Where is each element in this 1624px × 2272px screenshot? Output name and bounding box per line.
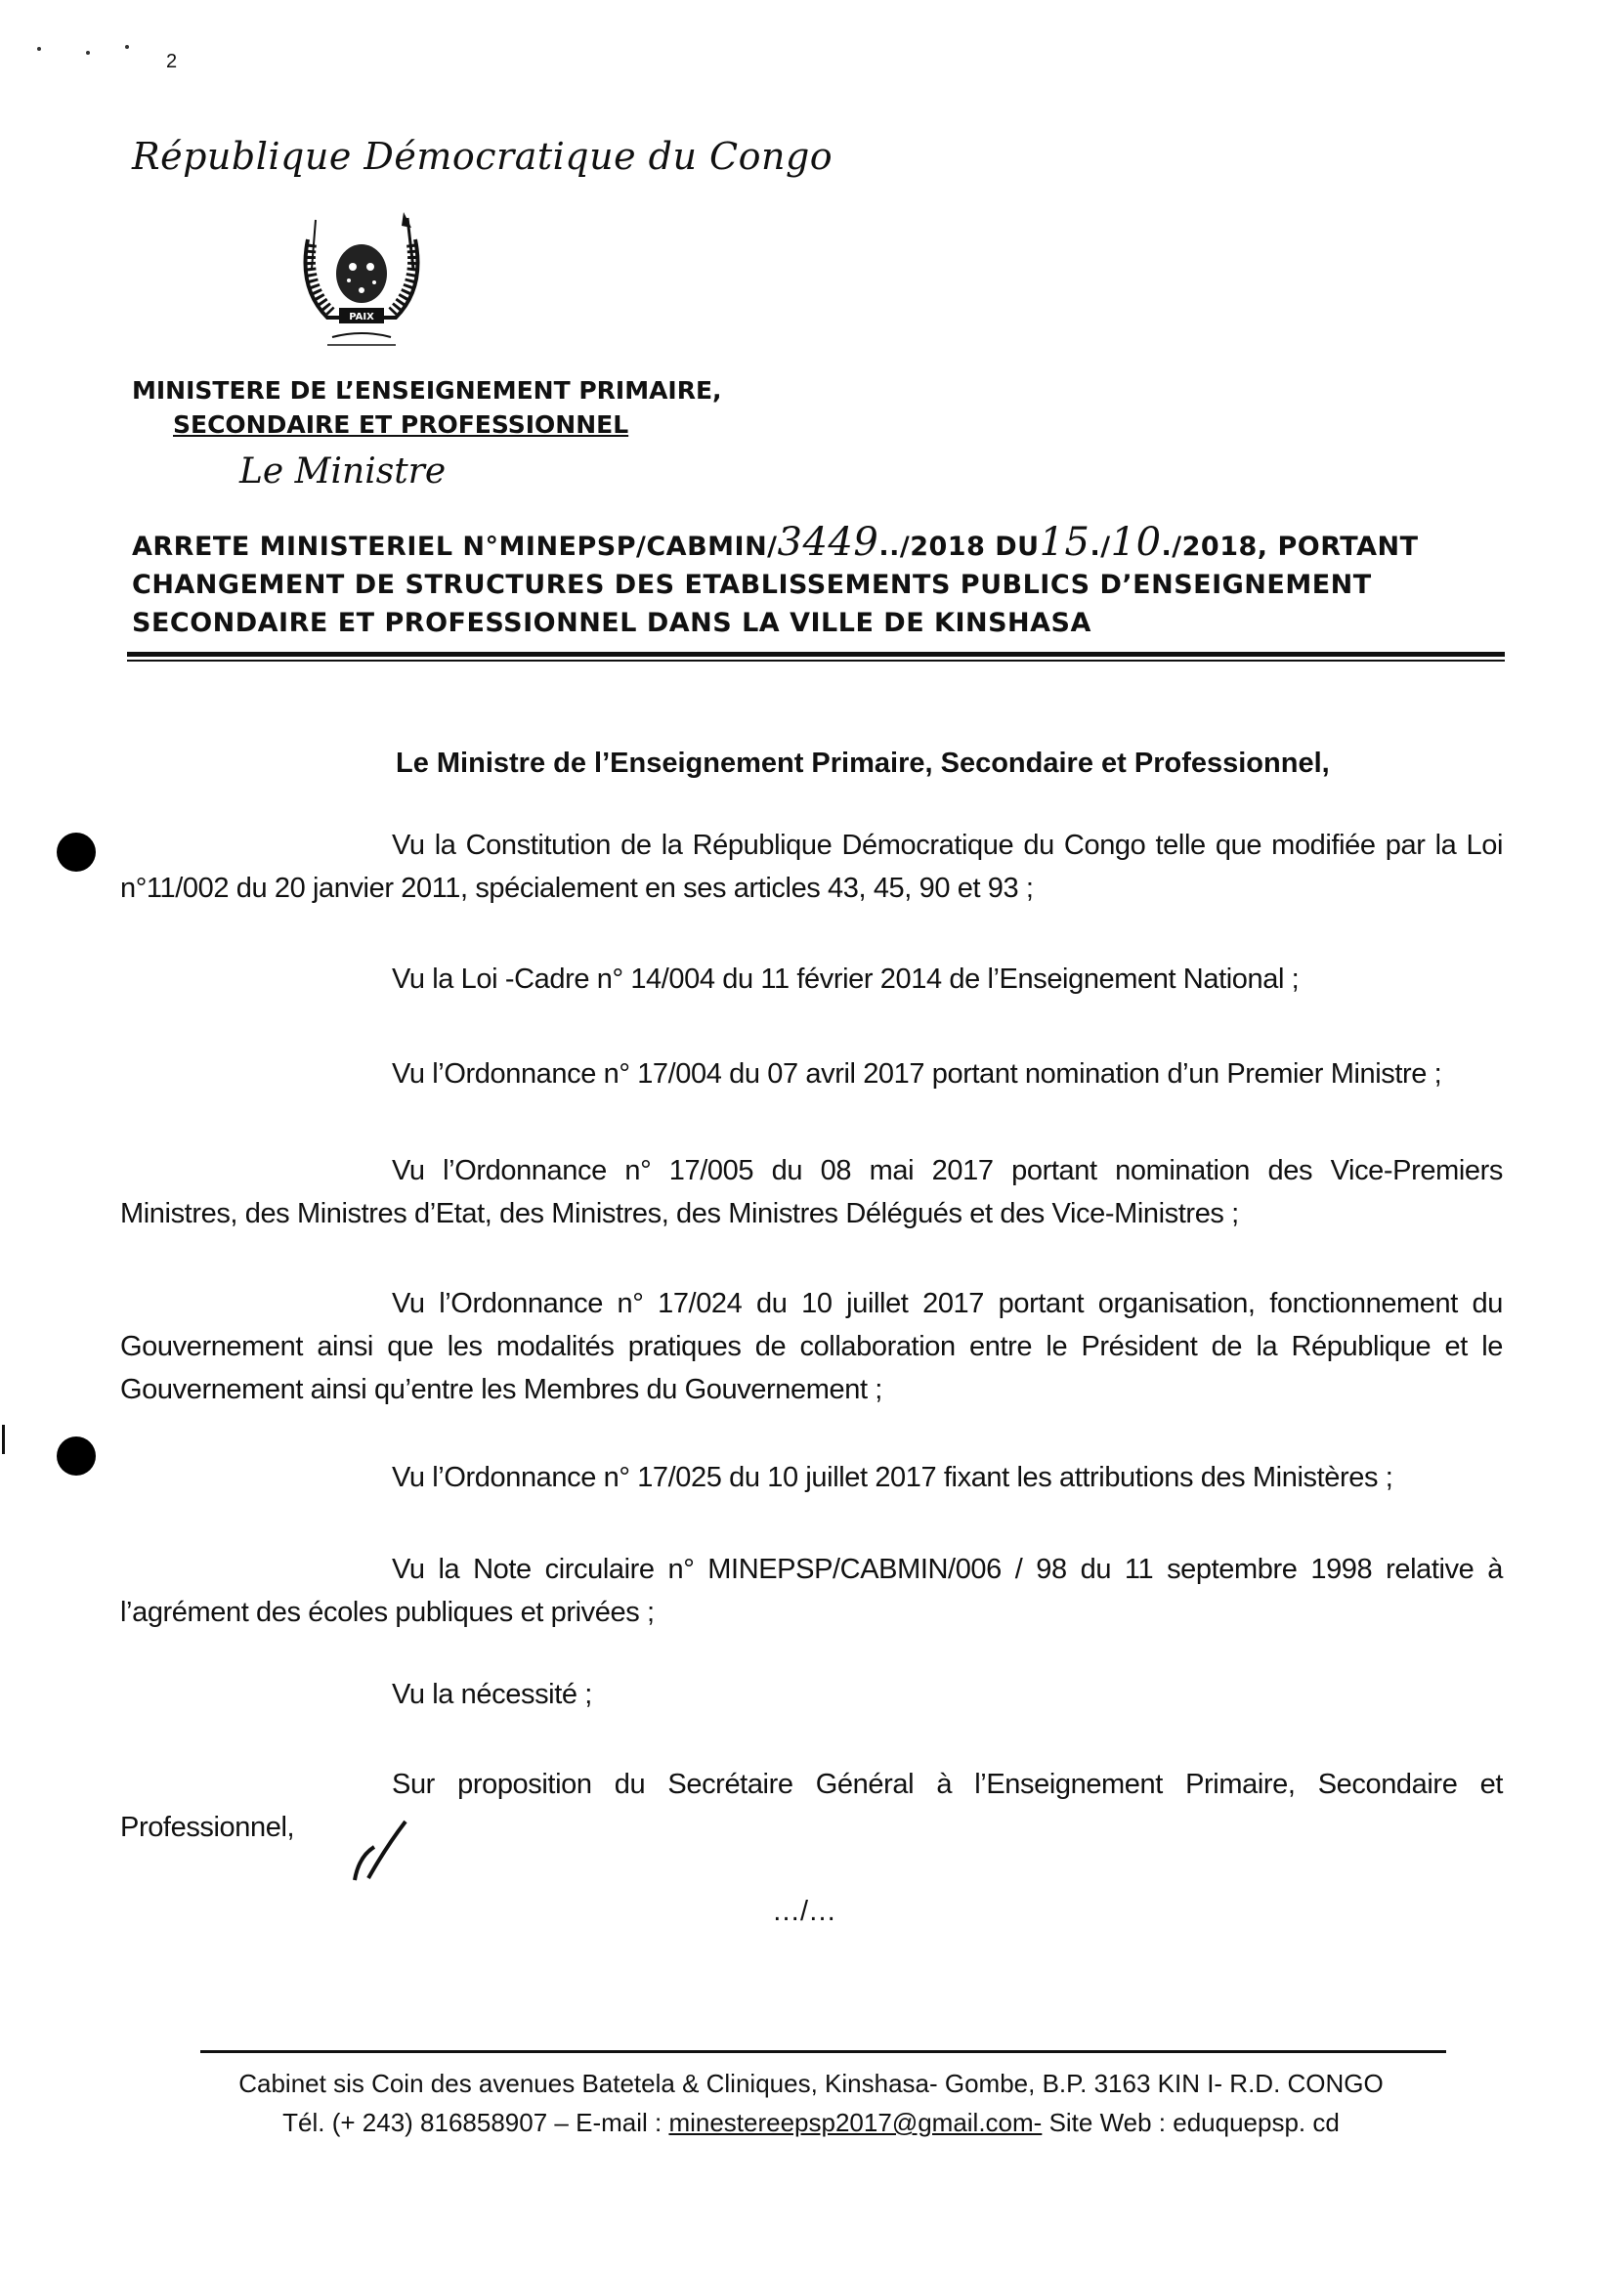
paragraph-ordonnance-17-024: Vu l’Ordonnance n° 17/024 du 10 juillet 2017 portant organisation, fonctionnement du Gouvernement ainsi que les modalités pratiques de collaboration entre le Président de la République et le Gouvernement ainsi qu’entre les Membres du Gouvernement ;	[120, 1288, 1503, 1405]
ministry-name	[132, 373, 722, 442]
handwritten-initials	[347, 1818, 415, 1891]
scan-speck	[125, 45, 129, 49]
title-text: ./	[1090, 532, 1111, 562]
paragraph-necessite: Vu la nécessité ;	[392, 1679, 592, 1710]
scan-edge-mark	[2, 1425, 5, 1454]
punch-hole-mark	[57, 833, 96, 872]
footer-address: Cabinet sis Coin des avenues Batetela & Cliniques, Kinshasa- Gombe, B.P. 3163 KIN I- R.D. CONGO	[238, 2069, 1384, 2098]
handwritten-number: 3449	[777, 520, 879, 565]
punch-hole-mark	[57, 1436, 96, 1476]
title-text: ./2018, PORTANT	[1161, 532, 1419, 562]
republic-heading: République Démocratique du Congo	[132, 135, 833, 178]
ministry-line-2: SECONDAIRE ET PROFESSIONNEL	[173, 410, 629, 439]
footer	[156, 2064, 1466, 2142]
handwritten-day: 15	[1039, 520, 1090, 565]
footer-rule	[200, 2050, 1446, 2053]
ministry-line-1: MINISTERE DE L’ENSEIGNEMENT PRIMAIRE,	[132, 376, 722, 405]
page-mark: 2	[166, 51, 178, 72]
scan-speck	[86, 51, 90, 55]
decree-title	[132, 520, 1500, 642]
decree-title-line-1	[132, 520, 1500, 566]
emblem-motto: PAIX	[349, 312, 374, 322]
coat-of-arms-emblem	[288, 210, 435, 352]
decree-title-line-2: CHANGEMENT DE STRUCTURES DES ETABLISSEMENTS PUBLICS D’ENSEIGNEMENT	[132, 570, 1372, 600]
scan-speck	[37, 47, 41, 51]
intro-line: Le Ministre de l’Enseignement Primaire, Secondaire et Professionnel,	[396, 748, 1330, 779]
le-ministre-heading: Le Ministre	[239, 451, 447, 492]
paragraph-loi-cadre: Vu la Loi -Cadre n° 14/004 du 11 février 2014 de l’Enseignement National ;	[392, 964, 1300, 995]
paragraph-note-circulaire: Vu la Note circulaire n° MINEPSP/CABMIN/006 / 98 du 11 septembre 1998 relative à l’agrément des écoles publiques et privées ;	[120, 1554, 1503, 1628]
footer-website: Site Web : eduquepsp. cd	[1042, 2108, 1340, 2137]
title-text: ARRETE MINISTERIEL N°MINEPSP/CABMIN/	[132, 532, 778, 562]
paragraph-constitution: Vu la Constitution de la République Démocratique du Congo telle que modifiée par la Loi n°11/002 du 20 janvier 2011, spécialement en ses articles 43, 45, 90 et 93 ;	[120, 830, 1503, 904]
title-text: ../2018 DU	[878, 532, 1040, 562]
paragraph-ordonnance-17-004: Vu l’Ordonnance n° 17/004 du 07 avril 2017 portant nomination d’un Premier Ministre ;	[392, 1058, 1442, 1090]
paragraph-proposition: Sur proposition du Secrétaire Général à l’Enseignement Primaire, Secondaire et Professionnel,	[120, 1769, 1503, 1843]
footer-contact	[156, 2103, 1466, 2142]
title-rule-thick	[127, 652, 1505, 657]
paragraph-ordonnance-17-025: Vu l’Ordonnance n° 17/025 du 10 juillet 2017 fixant les attributions des Ministères ;	[392, 1462, 1393, 1493]
decree-title-line-3: SECONDAIRE ET PROFESSIONNEL DANS LA VILLE DE KINSHASA	[132, 608, 1091, 638]
title-rule-thin	[127, 660, 1505, 662]
footer-tel: Tél. (+ 243) 816858907 – E-mail :	[282, 2108, 669, 2137]
continuation-mark: …/…	[772, 1896, 837, 1927]
handwritten-month: 10	[1110, 520, 1162, 565]
paragraph-ordonnance-17-005: Vu l’Ordonnance n° 17/005 du 08 mai 2017 portant nomination des Vice-Premiers Ministres, des Ministres d’Etat, des Ministres, des Ministres Délégués et des Vice-Ministres ;	[120, 1155, 1503, 1229]
footer-email-link[interactable]: minestereepsp2017@gmail.com-	[668, 2108, 1043, 2137]
